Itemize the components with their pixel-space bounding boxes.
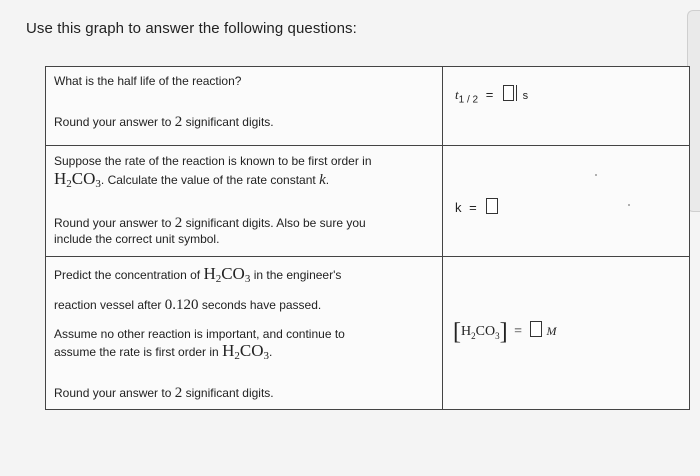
molar-unit: M [546, 324, 557, 338]
decorative-dot [595, 174, 597, 176]
seconds-unit: s [522, 90, 529, 102]
decorative-dot [628, 204, 630, 206]
concentration-input[interactable] [530, 321, 542, 337]
rounding-text: Round your answer to [54, 115, 172, 129]
h2co3-formula: $H_2CO_3$ [54, 169, 101, 190]
concentration-answer: $[H_2CO_3] = M$ [453, 319, 557, 345]
equals-sign: = [469, 200, 477, 215]
significant-digits-count: 2 [174, 215, 183, 231]
question-text-line3: Assume no other reaction is important, and continue to [54, 327, 345, 341]
question-text-line1 [54, 266, 341, 287]
equals-sign: = [485, 87, 494, 102]
h2co3-formula: $H_2CO_3$ [203, 264, 251, 285]
rounding-text: Round your answer to [54, 216, 172, 230]
question-cell [46, 67, 443, 146]
question-text-line1: Suppose the rate of the reaction is known to be first order in [54, 154, 372, 168]
rounding-text-end: significant digits. Also be sure you [185, 216, 366, 230]
question-row-concentration [46, 257, 690, 410]
rate-constant-input[interactable] [486, 198, 498, 214]
k-symbol: k [455, 200, 462, 215]
answer-cell [443, 146, 690, 257]
right-bracket: ] [499, 319, 508, 345]
half-life-input[interactable] [503, 85, 514, 101]
rounding-text-end: significant digits. [185, 386, 274, 400]
half-life-answer [455, 85, 528, 106]
question-cell [46, 257, 443, 410]
answer-cell [443, 257, 690, 410]
rounding-instruction [54, 385, 274, 401]
significant-digits-count: 2 [174, 114, 183, 130]
question-text-end: in the engineer's [253, 268, 342, 282]
k-variable: k [319, 172, 326, 188]
left-bracket: [ [453, 319, 461, 345]
t-symbol: t [455, 87, 459, 102]
question-text: assume the rate is first order in [54, 345, 219, 359]
question-text-line2 [54, 297, 321, 313]
instructions-heading: Use this graph to answer the following questions: [26, 20, 357, 37]
question-cell [46, 146, 443, 257]
question-text-line2: $H_2CO_3$. Calculate the value of the rate constant k. [54, 169, 330, 190]
rounding-text: Round your answer to [54, 386, 172, 400]
question-text: . Calculate the value of the rate constant [100, 173, 316, 187]
significant-digits-count: 2 [174, 385, 183, 401]
unit-instruction: include the correct unit symbol. [54, 232, 220, 246]
rounding-instruction [54, 215, 366, 231]
equals-sign: = [514, 324, 522, 339]
question-text: What is the half life of the reaction? [54, 74, 242, 88]
rate-constant-answer [455, 198, 500, 215]
question-text-end: seconds have passed. [201, 298, 322, 312]
rounding-instruction [54, 114, 274, 130]
question-text: reaction vessel after [54, 298, 162, 312]
questions-table [45, 66, 690, 410]
answer-cell [443, 67, 690, 146]
question-row-half-life [46, 67, 690, 146]
rounding-text-end: significant digits. [185, 115, 274, 129]
half-subscript: 1 / 2 [458, 94, 479, 106]
question-text: Predict the concentration of [54, 268, 201, 282]
question-text-line4: assume the rate is first order in $H_2CO_3$. [54, 341, 273, 362]
question-row-rate-constant [46, 146, 690, 257]
elapsed-time-value: 0.120 [164, 297, 199, 313]
h2co3-formula: $H_2CO_3$ [222, 341, 269, 362]
